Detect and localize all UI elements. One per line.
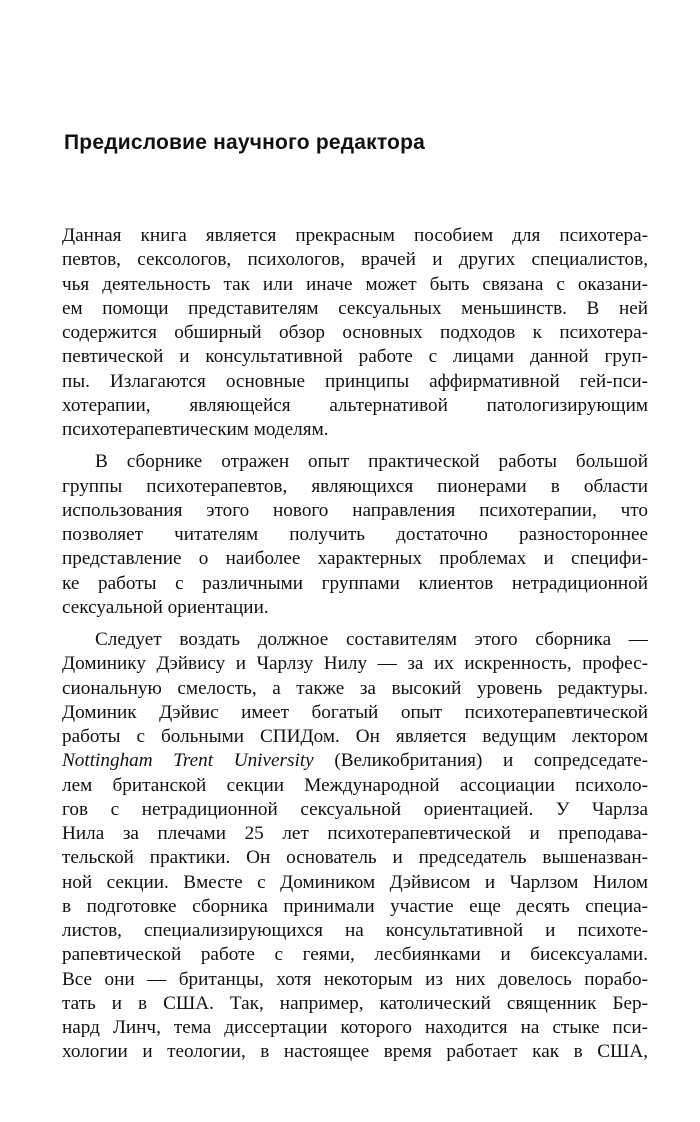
text-line: гов с нетрадиционной сексуальной ориентацией. У Чарлза [62, 798, 648, 820]
text-line: тать и в США. Так, например, католический священник Бер- [62, 992, 648, 1014]
text-line: Все они — британцы, хотя некоторым из них довелось порабо- [62, 968, 648, 990]
text-line: Следует воздать должное составителям этого сборника — [95, 629, 648, 650]
text-line: Нила за плечами 25 лет психотерапевтической и преподава- [62, 823, 648, 844]
page-title: Предисловие научного редактора [64, 131, 425, 154]
text-line: певтов, сексологов, психологов, врачей и других специалистов, [62, 249, 648, 271]
text-line: в подготовке сборника принимали участие еще десять специа- [62, 895, 648, 917]
text-line: листов, специализирующихся на консультативной и психоте- [62, 920, 648, 941]
text-line: пы. Излагаются основные принципы аффирмативной гей-пси- [62, 370, 648, 392]
text-line: сексуальной ориентации. [62, 596, 269, 618]
text-line-with-italic [62, 749, 648, 773]
text-line: хотерапии, являющейся альтернативой патологизирующим [62, 394, 648, 416]
text-line: лем британской секции Международной ассоциации психоло- [62, 774, 648, 796]
text-line: В сборнике отражен опыт практической работы большой [95, 451, 648, 473]
university-name: Nottingham Trent University [62, 750, 314, 772]
text-line: хологии и теологии, в настоящее время работает как в США, [62, 1041, 648, 1063]
text-line: нард Линч, тема диссертации которого находится на стыке пси- [62, 1017, 648, 1038]
text-line: психотерапевтическим моделям. [62, 419, 329, 440]
text-line: сиональную смелость, а также за высокий уровень редактуры. [62, 677, 648, 699]
text-line: рапевтической работе с геями, лесбиянками и бисексуалами. [62, 944, 648, 966]
paragraph-3 [62, 628, 648, 1065]
text-fragment: (Великобритания) и сопредседате- [334, 750, 648, 772]
body-text [62, 224, 648, 1073]
text-line: группы психотерапевтов, являющихся пионерами в области [62, 475, 648, 497]
text-line: использования этого нового направления психотерапии, что [62, 499, 648, 521]
text-line: Доминик Дэйвис имеет богатый опыт психотерапевтической [62, 701, 648, 723]
text-line: работы с больными СПИДом. Он является ведущим лектором [62, 726, 648, 747]
text-line: певтической и консультативной работе с лицами данной груп- [62, 346, 648, 368]
paragraph-1 [62, 224, 648, 442]
text-line: ем помощи представителям сексуальных меньшинств. В ней [62, 297, 648, 319]
text-line: позволяет читателям получить достаточно разностороннее [62, 524, 648, 545]
text-line: содержится обширный обзор основных подходов к психотера- [62, 322, 648, 343]
text-line: ке работы с различными группами клиентов нетрадиционной [62, 572, 648, 594]
text-line: чья деятельность так или иначе может быть связана с оказани- [62, 273, 648, 295]
text-line: Данная книга является прекрасным пособием для психотера- [62, 225, 648, 246]
text-line: представление о наиболее характерных проблемах и специфи- [62, 548, 648, 570]
text-line: ной секции. Вместе с Домиником Дэйвисом и Чарлзом Нилом [62, 871, 648, 893]
text-line: тельской практики. Он основатель и председатель вышеназван- [62, 847, 648, 869]
paragraph-2 [62, 450, 648, 620]
text-line: Доминику Дэйвису и Чарлзу Нилу — за их искренность, профес- [62, 653, 648, 675]
